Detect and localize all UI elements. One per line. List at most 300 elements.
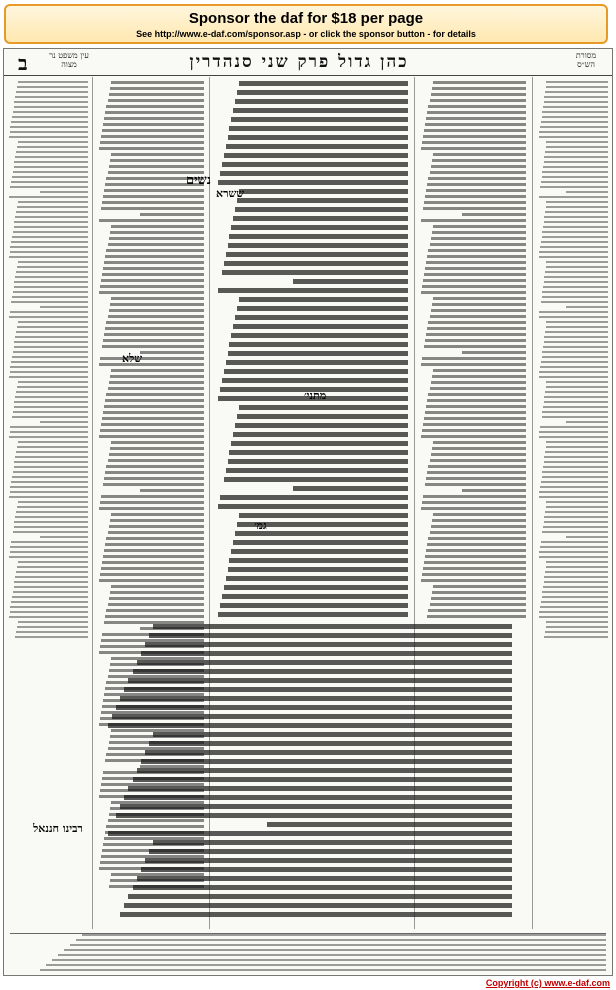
text-line bbox=[9, 316, 88, 318]
text-line bbox=[430, 459, 526, 462]
text-line bbox=[426, 261, 526, 264]
text-line bbox=[433, 513, 526, 516]
text-line bbox=[425, 411, 526, 414]
text-line bbox=[101, 495, 204, 498]
text-line bbox=[14, 106, 88, 108]
text-line bbox=[137, 876, 512, 881]
text-line bbox=[13, 231, 88, 233]
text-line bbox=[462, 213, 526, 216]
sponsor-banner[interactable] bbox=[4, 4, 608, 44]
text-line bbox=[13, 531, 88, 533]
text-line bbox=[428, 609, 526, 612]
text-line bbox=[431, 597, 526, 600]
text-line bbox=[133, 669, 512, 674]
text-line bbox=[228, 567, 408, 572]
text-line bbox=[542, 231, 608, 233]
text-line bbox=[112, 714, 512, 719]
text-line bbox=[546, 146, 608, 148]
text-line bbox=[109, 381, 204, 384]
text-line bbox=[12, 296, 88, 298]
text-line bbox=[431, 309, 526, 312]
text-line bbox=[220, 495, 408, 500]
text-line bbox=[103, 411, 204, 414]
text-line bbox=[231, 333, 408, 338]
text-line bbox=[153, 840, 512, 845]
text-line bbox=[15, 576, 88, 578]
text-line bbox=[17, 626, 88, 628]
text-line bbox=[15, 456, 88, 458]
text-line bbox=[425, 195, 526, 198]
text-line bbox=[17, 326, 88, 328]
text-line bbox=[17, 566, 88, 568]
text-line bbox=[103, 123, 204, 126]
text-line bbox=[17, 146, 88, 148]
text-line bbox=[120, 696, 512, 701]
text-line bbox=[233, 324, 408, 329]
text-line bbox=[101, 279, 204, 282]
text-line bbox=[430, 99, 526, 102]
text-line bbox=[239, 513, 408, 518]
text-line bbox=[18, 141, 88, 143]
text-line bbox=[133, 777, 512, 782]
text-line bbox=[220, 171, 408, 176]
text-line bbox=[425, 483, 526, 486]
text-line bbox=[545, 91, 608, 93]
text-line bbox=[46, 964, 606, 966]
text-line bbox=[15, 276, 88, 278]
column-divider bbox=[92, 77, 93, 929]
sponsor-subtitle[interactable]: See http://www.e-daf.com/sponsor.asp - or click the sponsor button - for details bbox=[136, 29, 476, 39]
text-line bbox=[99, 363, 204, 366]
text-line bbox=[539, 311, 608, 313]
text-line bbox=[12, 416, 88, 418]
text-line bbox=[229, 342, 408, 347]
text-line bbox=[10, 546, 88, 548]
text-line bbox=[421, 507, 526, 510]
text-line bbox=[228, 243, 408, 248]
text-line bbox=[99, 219, 204, 222]
text-line bbox=[228, 459, 408, 464]
text-line bbox=[14, 521, 88, 523]
text-line bbox=[545, 331, 608, 333]
text-line bbox=[104, 549, 204, 552]
text-line bbox=[229, 450, 408, 455]
text-line bbox=[424, 345, 526, 348]
text-line bbox=[421, 291, 526, 294]
text-line bbox=[542, 471, 608, 473]
text-line bbox=[100, 501, 204, 504]
sponsor-title[interactable]: Sponsor the daf for $18 per page bbox=[188, 10, 424, 27]
text-line bbox=[432, 519, 526, 522]
text-line bbox=[103, 483, 204, 486]
text-line bbox=[424, 561, 526, 564]
text-line bbox=[541, 241, 608, 243]
text-line bbox=[235, 423, 408, 428]
text-line bbox=[546, 81, 608, 83]
text-line bbox=[428, 177, 526, 180]
text-line bbox=[546, 381, 608, 383]
text-line bbox=[421, 435, 526, 438]
text-line bbox=[433, 297, 526, 300]
text-line bbox=[542, 416, 609, 418]
text-line bbox=[430, 387, 526, 390]
text-line bbox=[423, 567, 526, 570]
text-line bbox=[428, 465, 526, 468]
text-line bbox=[544, 276, 608, 278]
text-line bbox=[149, 633, 512, 638]
text-line bbox=[421, 363, 526, 366]
text-line bbox=[16, 571, 88, 573]
text-line bbox=[545, 451, 608, 453]
text-line bbox=[218, 288, 408, 293]
text-line bbox=[124, 687, 512, 692]
text-line bbox=[546, 566, 608, 568]
text-line bbox=[541, 601, 608, 603]
text-line bbox=[16, 451, 88, 453]
text-line bbox=[13, 591, 88, 593]
text-line bbox=[108, 831, 512, 836]
text-line bbox=[542, 236, 609, 238]
text-line bbox=[226, 144, 408, 149]
text-line bbox=[17, 86, 88, 88]
text-line bbox=[426, 189, 526, 192]
text-line bbox=[424, 417, 526, 420]
text-line bbox=[224, 261, 408, 266]
text-line bbox=[16, 271, 88, 273]
text-line bbox=[14, 461, 88, 463]
text-line bbox=[237, 198, 408, 203]
text-line bbox=[542, 291, 608, 293]
text-line bbox=[10, 366, 88, 368]
text-line bbox=[9, 436, 88, 438]
text-line bbox=[427, 111, 526, 114]
rashi-column bbox=[420, 81, 526, 621]
text-line bbox=[423, 495, 526, 498]
text-line bbox=[124, 795, 512, 800]
text-line bbox=[12, 356, 88, 358]
text-line bbox=[229, 234, 408, 239]
text-line bbox=[40, 969, 606, 971]
column-divider bbox=[532, 77, 533, 929]
text-line bbox=[422, 429, 526, 432]
gemara-column bbox=[216, 81, 408, 621]
text-line bbox=[109, 165, 204, 168]
text-line bbox=[233, 432, 408, 437]
text-line bbox=[108, 243, 204, 246]
text-line bbox=[540, 606, 608, 608]
text-line bbox=[11, 181, 88, 183]
text-line bbox=[267, 822, 512, 827]
text-line bbox=[229, 126, 408, 131]
text-line bbox=[9, 496, 88, 498]
text-line bbox=[13, 291, 88, 293]
chapter-title: כהן גדול פרק שני סנהדרין bbox=[189, 52, 409, 72]
text-line bbox=[544, 216, 608, 218]
text-line bbox=[235, 99, 408, 104]
text-line bbox=[222, 594, 408, 599]
text-line bbox=[102, 273, 204, 276]
text-line bbox=[544, 456, 608, 458]
text-line bbox=[226, 468, 408, 473]
text-line bbox=[433, 225, 526, 228]
text-line bbox=[539, 196, 608, 198]
text-line bbox=[116, 813, 512, 818]
text-line bbox=[18, 561, 88, 563]
text-line bbox=[106, 609, 204, 612]
text-line bbox=[546, 626, 608, 628]
text-line bbox=[421, 579, 526, 582]
text-line bbox=[12, 236, 88, 238]
text-line bbox=[545, 211, 608, 213]
text-line bbox=[546, 321, 608, 323]
text-line bbox=[14, 161, 88, 163]
text-line bbox=[11, 481, 88, 483]
text-line bbox=[116, 705, 512, 710]
text-line bbox=[105, 255, 204, 258]
text-line bbox=[12, 596, 88, 598]
text-line bbox=[226, 252, 408, 257]
text-line bbox=[16, 331, 88, 333]
text-line bbox=[541, 541, 608, 543]
text-line bbox=[544, 101, 608, 103]
text-line bbox=[18, 321, 88, 323]
text-line bbox=[111, 369, 204, 372]
text-line bbox=[104, 117, 204, 120]
text-line bbox=[16, 91, 88, 93]
text-line bbox=[222, 270, 408, 275]
masoret-hashas-column bbox=[538, 81, 608, 641]
text-line bbox=[430, 243, 526, 246]
text-line bbox=[100, 429, 204, 432]
text-line bbox=[432, 87, 526, 90]
text-line bbox=[542, 296, 609, 298]
text-line bbox=[11, 241, 88, 243]
text-line bbox=[542, 351, 608, 353]
text-line bbox=[110, 447, 204, 450]
text-line bbox=[433, 585, 526, 588]
text-line bbox=[430, 603, 526, 606]
text-line bbox=[109, 309, 204, 312]
text-line bbox=[140, 351, 204, 354]
text-line bbox=[431, 93, 526, 96]
text-line bbox=[539, 616, 608, 618]
text-line bbox=[16, 211, 88, 213]
gemara-marker: גמ׳ bbox=[254, 519, 267, 532]
text-line bbox=[10, 491, 88, 493]
text-line bbox=[105, 327, 204, 330]
text-line bbox=[108, 387, 204, 390]
section-heading: נשים bbox=[186, 173, 211, 188]
text-line bbox=[545, 511, 608, 513]
text-line bbox=[128, 678, 512, 683]
text-line bbox=[542, 596, 609, 598]
text-line bbox=[218, 180, 408, 185]
text-line bbox=[12, 116, 88, 118]
copyright-link[interactable]: Copyright (c) www.e-daf.com bbox=[485, 978, 610, 988]
text-line bbox=[431, 165, 526, 168]
text-line bbox=[18, 81, 88, 83]
text-line bbox=[14, 406, 88, 408]
text-line bbox=[140, 213, 204, 216]
text-line bbox=[542, 591, 608, 593]
text-line bbox=[108, 315, 204, 318]
text-line bbox=[432, 591, 526, 594]
text-line bbox=[539, 556, 608, 558]
text-line bbox=[426, 477, 526, 480]
text-line bbox=[10, 426, 88, 428]
text-line bbox=[10, 186, 88, 188]
text-line bbox=[222, 378, 408, 383]
text-line bbox=[423, 279, 526, 282]
text-line bbox=[109, 93, 204, 96]
text-line bbox=[14, 286, 88, 288]
text-line bbox=[140, 489, 204, 492]
text-line bbox=[40, 306, 88, 308]
text-line bbox=[100, 573, 204, 576]
text-line bbox=[239, 189, 408, 194]
text-line bbox=[224, 153, 408, 158]
text-line bbox=[106, 321, 204, 324]
text-line bbox=[546, 446, 608, 448]
text-line bbox=[104, 405, 204, 408]
text-line bbox=[111, 225, 204, 228]
text-line bbox=[233, 216, 408, 221]
text-line bbox=[17, 446, 88, 448]
text-line bbox=[228, 351, 408, 356]
text-line bbox=[13, 111, 88, 113]
text-line bbox=[233, 108, 408, 113]
text-line bbox=[104, 477, 204, 480]
text-line bbox=[108, 603, 204, 606]
text-line bbox=[462, 489, 526, 492]
text-line bbox=[231, 117, 408, 122]
text-line bbox=[544, 341, 608, 343]
text-line bbox=[149, 741, 512, 746]
text-line bbox=[70, 944, 606, 946]
text-line bbox=[13, 411, 88, 413]
text-line bbox=[544, 576, 608, 578]
text-line bbox=[237, 306, 408, 311]
text-line bbox=[543, 346, 608, 348]
text-line bbox=[427, 615, 526, 618]
text-line bbox=[540, 426, 608, 428]
text-line bbox=[108, 99, 204, 102]
text-line bbox=[540, 246, 608, 248]
text-line bbox=[222, 162, 408, 167]
text-line bbox=[11, 121, 88, 123]
text-line bbox=[544, 396, 608, 398]
text-line bbox=[422, 501, 526, 504]
text-line bbox=[108, 723, 512, 728]
text-line bbox=[540, 486, 608, 488]
text-line bbox=[15, 156, 88, 158]
right-commentary-heading: ששרא bbox=[216, 187, 245, 200]
text-line bbox=[545, 391, 608, 393]
text-line bbox=[539, 551, 608, 553]
text-line bbox=[544, 581, 608, 583]
text-line bbox=[546, 561, 608, 563]
text-line bbox=[544, 461, 608, 463]
text-line bbox=[426, 405, 526, 408]
text-line bbox=[546, 501, 608, 503]
text-line bbox=[542, 476, 609, 478]
text-line bbox=[15, 396, 88, 398]
text-line bbox=[100, 357, 204, 360]
text-line bbox=[105, 471, 204, 474]
text-line bbox=[133, 885, 512, 890]
text-line bbox=[111, 81, 204, 84]
text-line bbox=[10, 131, 88, 133]
text-line bbox=[546, 441, 608, 443]
text-line bbox=[542, 111, 608, 113]
text-line bbox=[540, 366, 608, 368]
text-line bbox=[539, 316, 608, 318]
text-line bbox=[543, 526, 608, 528]
text-line bbox=[421, 219, 526, 222]
text-line bbox=[145, 858, 512, 863]
text-line bbox=[105, 399, 204, 402]
text-line bbox=[426, 333, 526, 336]
text-line bbox=[14, 166, 88, 168]
text-line bbox=[15, 636, 88, 638]
text-line bbox=[10, 371, 88, 373]
text-line bbox=[462, 351, 526, 354]
text-line bbox=[542, 116, 609, 118]
text-line bbox=[237, 90, 408, 95]
text-line bbox=[428, 249, 526, 252]
text-line bbox=[541, 121, 608, 123]
text-line bbox=[541, 181, 608, 183]
text-line bbox=[231, 225, 408, 230]
text-line bbox=[224, 477, 408, 482]
text-line bbox=[102, 201, 204, 204]
text-line bbox=[226, 360, 408, 365]
text-line bbox=[141, 759, 512, 764]
text-line bbox=[539, 251, 608, 253]
text-line bbox=[16, 391, 88, 393]
text-line bbox=[544, 636, 608, 638]
text-line bbox=[539, 376, 608, 378]
text-line bbox=[145, 642, 512, 647]
text-line bbox=[10, 611, 88, 613]
text-line bbox=[423, 135, 526, 138]
text-line bbox=[544, 401, 608, 403]
text-line bbox=[431, 453, 526, 456]
text-line bbox=[543, 406, 608, 408]
text-line bbox=[226, 576, 408, 581]
text-line bbox=[103, 339, 204, 342]
text-line bbox=[428, 393, 526, 396]
text-line bbox=[428, 537, 526, 540]
text-line bbox=[544, 156, 608, 158]
text-line bbox=[101, 207, 204, 210]
text-line bbox=[545, 271, 608, 273]
text-line bbox=[566, 306, 608, 308]
text-line bbox=[102, 345, 204, 348]
text-line bbox=[239, 405, 408, 410]
text-line bbox=[141, 867, 512, 872]
text-line bbox=[235, 207, 408, 212]
text-line bbox=[427, 399, 526, 402]
text-line bbox=[541, 481, 608, 483]
text-line bbox=[9, 256, 88, 258]
text-line bbox=[432, 447, 526, 450]
text-line bbox=[120, 804, 512, 809]
text-line bbox=[10, 126, 88, 128]
text-line bbox=[14, 341, 88, 343]
text-line bbox=[425, 123, 526, 126]
text-line bbox=[14, 281, 88, 283]
